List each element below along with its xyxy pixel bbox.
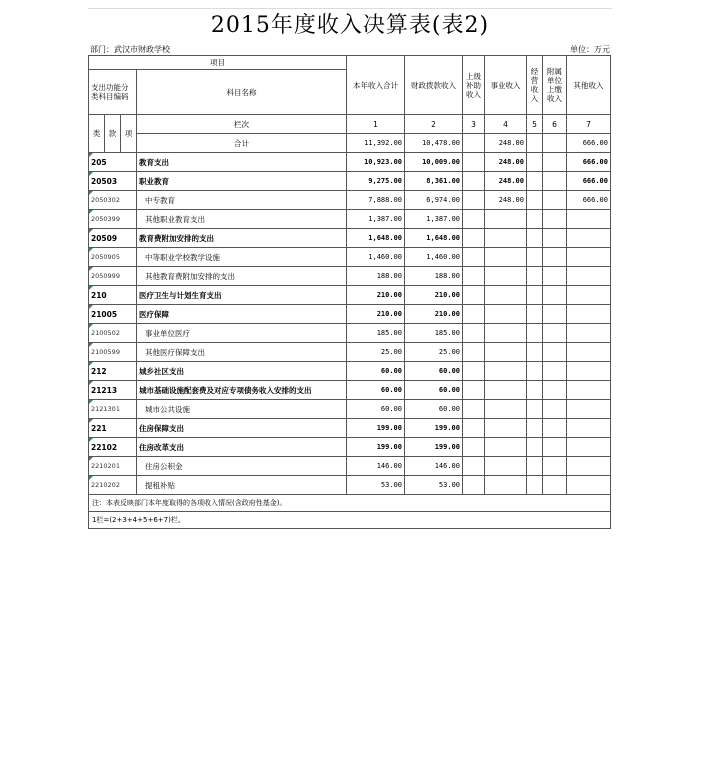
row-value-cell (463, 153, 485, 172)
table-body (89, 153, 611, 495)
row-value-cell (527, 248, 543, 267)
row-subject-name: 住房改革支出 (137, 438, 347, 457)
row-value-cell (463, 229, 485, 248)
table-row (89, 381, 611, 400)
row-value-cell: 6,974.00 (405, 191, 463, 210)
row-value-cell (527, 400, 543, 419)
row-value-cell (485, 267, 527, 286)
row-value-cell (567, 286, 611, 305)
row-value-cell (567, 229, 611, 248)
table-row (89, 229, 611, 248)
row-value-cell (567, 457, 611, 476)
row-subject-name: 住房公积金 (137, 457, 347, 476)
row-value-cell (567, 267, 611, 286)
total-label: 合计 (137, 134, 347, 153)
row-value-cell (463, 172, 485, 191)
row-code: 2050399 (89, 210, 137, 229)
table-row (89, 419, 611, 438)
row-value-cell: 7,888.00 (347, 191, 405, 210)
row-value-cell (543, 324, 567, 343)
row-value-cell: 53.00 (405, 476, 463, 495)
row-code: 212 (89, 362, 137, 381)
row-value-cell: 666.00 (567, 191, 611, 210)
row-value-cell (485, 286, 527, 305)
header-kuan: 款 (105, 115, 121, 153)
row-value-cell (567, 476, 611, 495)
row-subject-name: 其他医疗保障支出 (137, 343, 347, 362)
row-subject-name: 中等职业学校教学设施 (137, 248, 347, 267)
row-value-cell (485, 438, 527, 457)
row-value-cell (543, 400, 567, 419)
row-value-cell (485, 419, 527, 438)
row-value-cell: 248.00 (485, 172, 527, 191)
header-xiang: 项 (121, 115, 137, 153)
table-row (89, 476, 611, 495)
row-value-cell: 188.00 (347, 267, 405, 286)
department-label: 部门：武汉市财政学校 (90, 45, 170, 54)
row-code: 20509 (89, 229, 137, 248)
row-value-cell (543, 457, 567, 476)
row-value-cell: 210.00 (347, 305, 405, 324)
row-subject-name: 医疗保障 (137, 305, 347, 324)
table-row (89, 438, 611, 457)
row-value-cell (527, 419, 543, 438)
row-value-cell (463, 210, 485, 229)
row-code: 2100599 (89, 343, 137, 362)
column-number: 6 (543, 115, 567, 134)
row-value-cell: 60.00 (347, 400, 405, 419)
row-value-cell: 60.00 (347, 362, 405, 381)
row-value-cell: 60.00 (405, 381, 463, 400)
row-value-cell (543, 191, 567, 210)
row-value-cell (463, 362, 485, 381)
table-row (89, 286, 611, 305)
row-value-cell (463, 476, 485, 495)
header-fiscal: 财政拨款收入 (405, 56, 463, 115)
column-number: 7 (567, 115, 611, 134)
total-cell: 10,478.00 (405, 134, 463, 153)
row-code: 2210202 (89, 476, 137, 495)
row-value-cell (543, 476, 567, 495)
row-value-cell (543, 362, 567, 381)
row-subject-name: 教育支出 (137, 153, 347, 172)
row-value-cell: 1,460.00 (347, 248, 405, 267)
total-cell (463, 134, 485, 153)
row-value-cell: 10,923.00 (347, 153, 405, 172)
row-value-cell (543, 343, 567, 362)
row-value-cell (463, 305, 485, 324)
row-value-cell (485, 343, 527, 362)
row-value-cell (485, 229, 527, 248)
row-value-cell (527, 267, 543, 286)
row-value-cell (543, 172, 567, 191)
row-subject-name: 事业单位医疗 (137, 324, 347, 343)
row-value-cell (485, 362, 527, 381)
total-cell (527, 134, 543, 153)
row-value-cell (485, 210, 527, 229)
row-value-cell (485, 305, 527, 324)
row-value-cell: 9,275.00 (347, 172, 405, 191)
row-value-cell (567, 419, 611, 438)
row-value-cell (527, 476, 543, 495)
row-value-cell (463, 381, 485, 400)
table-formula-note: 1栏=(2+3+4+5+6+7)栏。 (89, 512, 611, 529)
row-code: 205 (89, 153, 137, 172)
row-value-cell: 10,009.00 (405, 153, 463, 172)
header-project: 项目 (89, 56, 347, 70)
header-superior: 上级补助收入 (463, 56, 485, 115)
row-value-cell (463, 267, 485, 286)
row-value-cell: 146.00 (405, 457, 463, 476)
row-subject-name: 城市基础设施配套费及对应专项债务收入安排的支出 (137, 381, 347, 400)
row-value-cell: 146.00 (347, 457, 405, 476)
table-row (89, 267, 611, 286)
row-value-cell (485, 400, 527, 419)
row-value-cell (527, 381, 543, 400)
row-code: 2210201 (89, 457, 137, 476)
row-value-cell: 210.00 (405, 286, 463, 305)
row-value-cell (527, 362, 543, 381)
row-value-cell (543, 381, 567, 400)
header-total: 本年收入合计 (347, 56, 405, 115)
header-subject-name: 科目名称 (137, 70, 347, 115)
row-value-cell: 199.00 (347, 419, 405, 438)
column-number: 1 (347, 115, 405, 134)
table-row (89, 362, 611, 381)
row-code: 22102 (89, 438, 137, 457)
row-value-cell (567, 343, 611, 362)
row-value-cell (463, 419, 485, 438)
table-row (89, 248, 611, 267)
row-subject-name: 职业教育 (137, 172, 347, 191)
total-cell: 666.00 (567, 134, 611, 153)
table-row (89, 305, 611, 324)
row-code: 2121301 (89, 400, 137, 419)
income-table (88, 55, 611, 529)
row-value-cell (567, 324, 611, 343)
row-value-cell: 188.00 (405, 267, 463, 286)
row-value-cell (463, 248, 485, 267)
row-value-cell: 60.00 (347, 381, 405, 400)
column-number: 4 (485, 115, 527, 134)
header-code-group: 支出功能分类科目编码 (89, 70, 137, 115)
header-affiliated: 附属单位上缴收入 (543, 56, 567, 115)
row-subject-name: 住房保障支出 (137, 419, 347, 438)
row-value-cell (543, 229, 567, 248)
row-code: 2050905 (89, 248, 137, 267)
row-subject-name: 提租补贴 (137, 476, 347, 495)
table-row (89, 324, 611, 343)
row-subject-name: 其他教育费附加安排的支出 (137, 267, 347, 286)
total-cell: 248.00 (485, 134, 527, 153)
row-code: 2100502 (89, 324, 137, 343)
row-value-cell (543, 248, 567, 267)
row-value-cell (543, 267, 567, 286)
row-value-cell (463, 324, 485, 343)
report-sheet (88, 8, 612, 529)
row-subject-name: 其他职业教育支出 (137, 210, 347, 229)
row-value-cell: 1,387.00 (405, 210, 463, 229)
row-value-cell (527, 438, 543, 457)
report-title: 2015年度收入决算表(表2) (88, 8, 612, 43)
row-code: 2050302 (89, 191, 137, 210)
total-cell: 11,392.00 (347, 134, 405, 153)
report-meta (88, 43, 612, 55)
row-value-cell: 185.00 (405, 324, 463, 343)
row-value-cell: 1,387.00 (347, 210, 405, 229)
table-row (89, 457, 611, 476)
column-number: 5 (527, 115, 543, 134)
row-value-cell (527, 457, 543, 476)
column-number: 3 (463, 115, 485, 134)
row-value-cell (485, 476, 527, 495)
column-number: 2 (405, 115, 463, 134)
unit-label: 单位：万元 (570, 45, 610, 54)
row-value-cell (463, 438, 485, 457)
row-value-cell: 60.00 (405, 400, 463, 419)
row-value-cell (567, 210, 611, 229)
row-subject-name: 城乡社区支出 (137, 362, 347, 381)
table-row (89, 210, 611, 229)
header-column-no: 栏次 (137, 115, 347, 134)
row-value-cell (527, 153, 543, 172)
header-lei: 类 (89, 115, 105, 153)
header-business: 事业收入 (485, 56, 527, 115)
row-code: 221 (89, 419, 137, 438)
row-value-cell (463, 400, 485, 419)
row-value-cell (463, 191, 485, 210)
row-value-cell (543, 210, 567, 229)
row-value-cell: 1,460.00 (405, 248, 463, 267)
row-value-cell: 199.00 (347, 438, 405, 457)
row-value-cell (485, 324, 527, 343)
row-value-cell (527, 343, 543, 362)
row-value-cell: 210.00 (405, 305, 463, 324)
row-value-cell (567, 381, 611, 400)
row-value-cell (527, 305, 543, 324)
row-value-cell (485, 248, 527, 267)
row-subject-name: 医疗卫生与计划生育支出 (137, 286, 347, 305)
row-value-cell (567, 248, 611, 267)
row-value-cell (567, 305, 611, 324)
row-value-cell: 1,648.00 (405, 229, 463, 248)
row-value-cell: 210.00 (347, 286, 405, 305)
table-row (89, 153, 611, 172)
row-value-cell: 8,361.00 (405, 172, 463, 191)
row-value-cell: 248.00 (485, 191, 527, 210)
row-value-cell (485, 381, 527, 400)
row-value-cell (527, 210, 543, 229)
row-value-cell: 666.00 (567, 172, 611, 191)
table-note: 注：本表反映部门本年度取得的各项收入情况(含政府性基金)。 (89, 495, 611, 512)
row-code: 2050999 (89, 267, 137, 286)
row-value-cell: 25.00 (347, 343, 405, 362)
row-value-cell: 25.00 (405, 343, 463, 362)
row-value-cell (527, 229, 543, 248)
header-operating: 经营收入 (527, 56, 543, 115)
row-value-cell (543, 153, 567, 172)
row-value-cell (567, 362, 611, 381)
row-value-cell (527, 172, 543, 191)
row-value-cell: 185.00 (347, 324, 405, 343)
table-row (89, 172, 611, 191)
row-value-cell: 1,648.00 (347, 229, 405, 248)
row-value-cell (567, 438, 611, 457)
table-row (89, 343, 611, 362)
row-value-cell (543, 305, 567, 324)
row-value-cell (543, 419, 567, 438)
row-subject-name: 城市公共设施 (137, 400, 347, 419)
row-subject-name: 教育费附加安排的支出 (137, 229, 347, 248)
row-value-cell: 53.00 (347, 476, 405, 495)
header-other: 其他收入 (567, 56, 611, 115)
row-value-cell (527, 191, 543, 210)
row-code: 21213 (89, 381, 137, 400)
row-value-cell (543, 286, 567, 305)
row-value-cell (463, 286, 485, 305)
row-value-cell (567, 400, 611, 419)
row-value-cell (543, 438, 567, 457)
row-code: 20503 (89, 172, 137, 191)
row-value-cell: 199.00 (405, 438, 463, 457)
row-code: 21005 (89, 305, 137, 324)
row-value-cell (463, 457, 485, 476)
row-value-cell (485, 457, 527, 476)
table-row (89, 191, 611, 210)
row-code: 210 (89, 286, 137, 305)
row-value-cell: 60.00 (405, 362, 463, 381)
row-value-cell (527, 324, 543, 343)
row-value-cell: 248.00 (485, 153, 527, 172)
row-value-cell: 199.00 (405, 419, 463, 438)
row-value-cell (463, 343, 485, 362)
total-cell (543, 134, 567, 153)
row-value-cell: 666.00 (567, 153, 611, 172)
row-subject-name: 中专教育 (137, 191, 347, 210)
table-row (89, 400, 611, 419)
row-value-cell (527, 286, 543, 305)
